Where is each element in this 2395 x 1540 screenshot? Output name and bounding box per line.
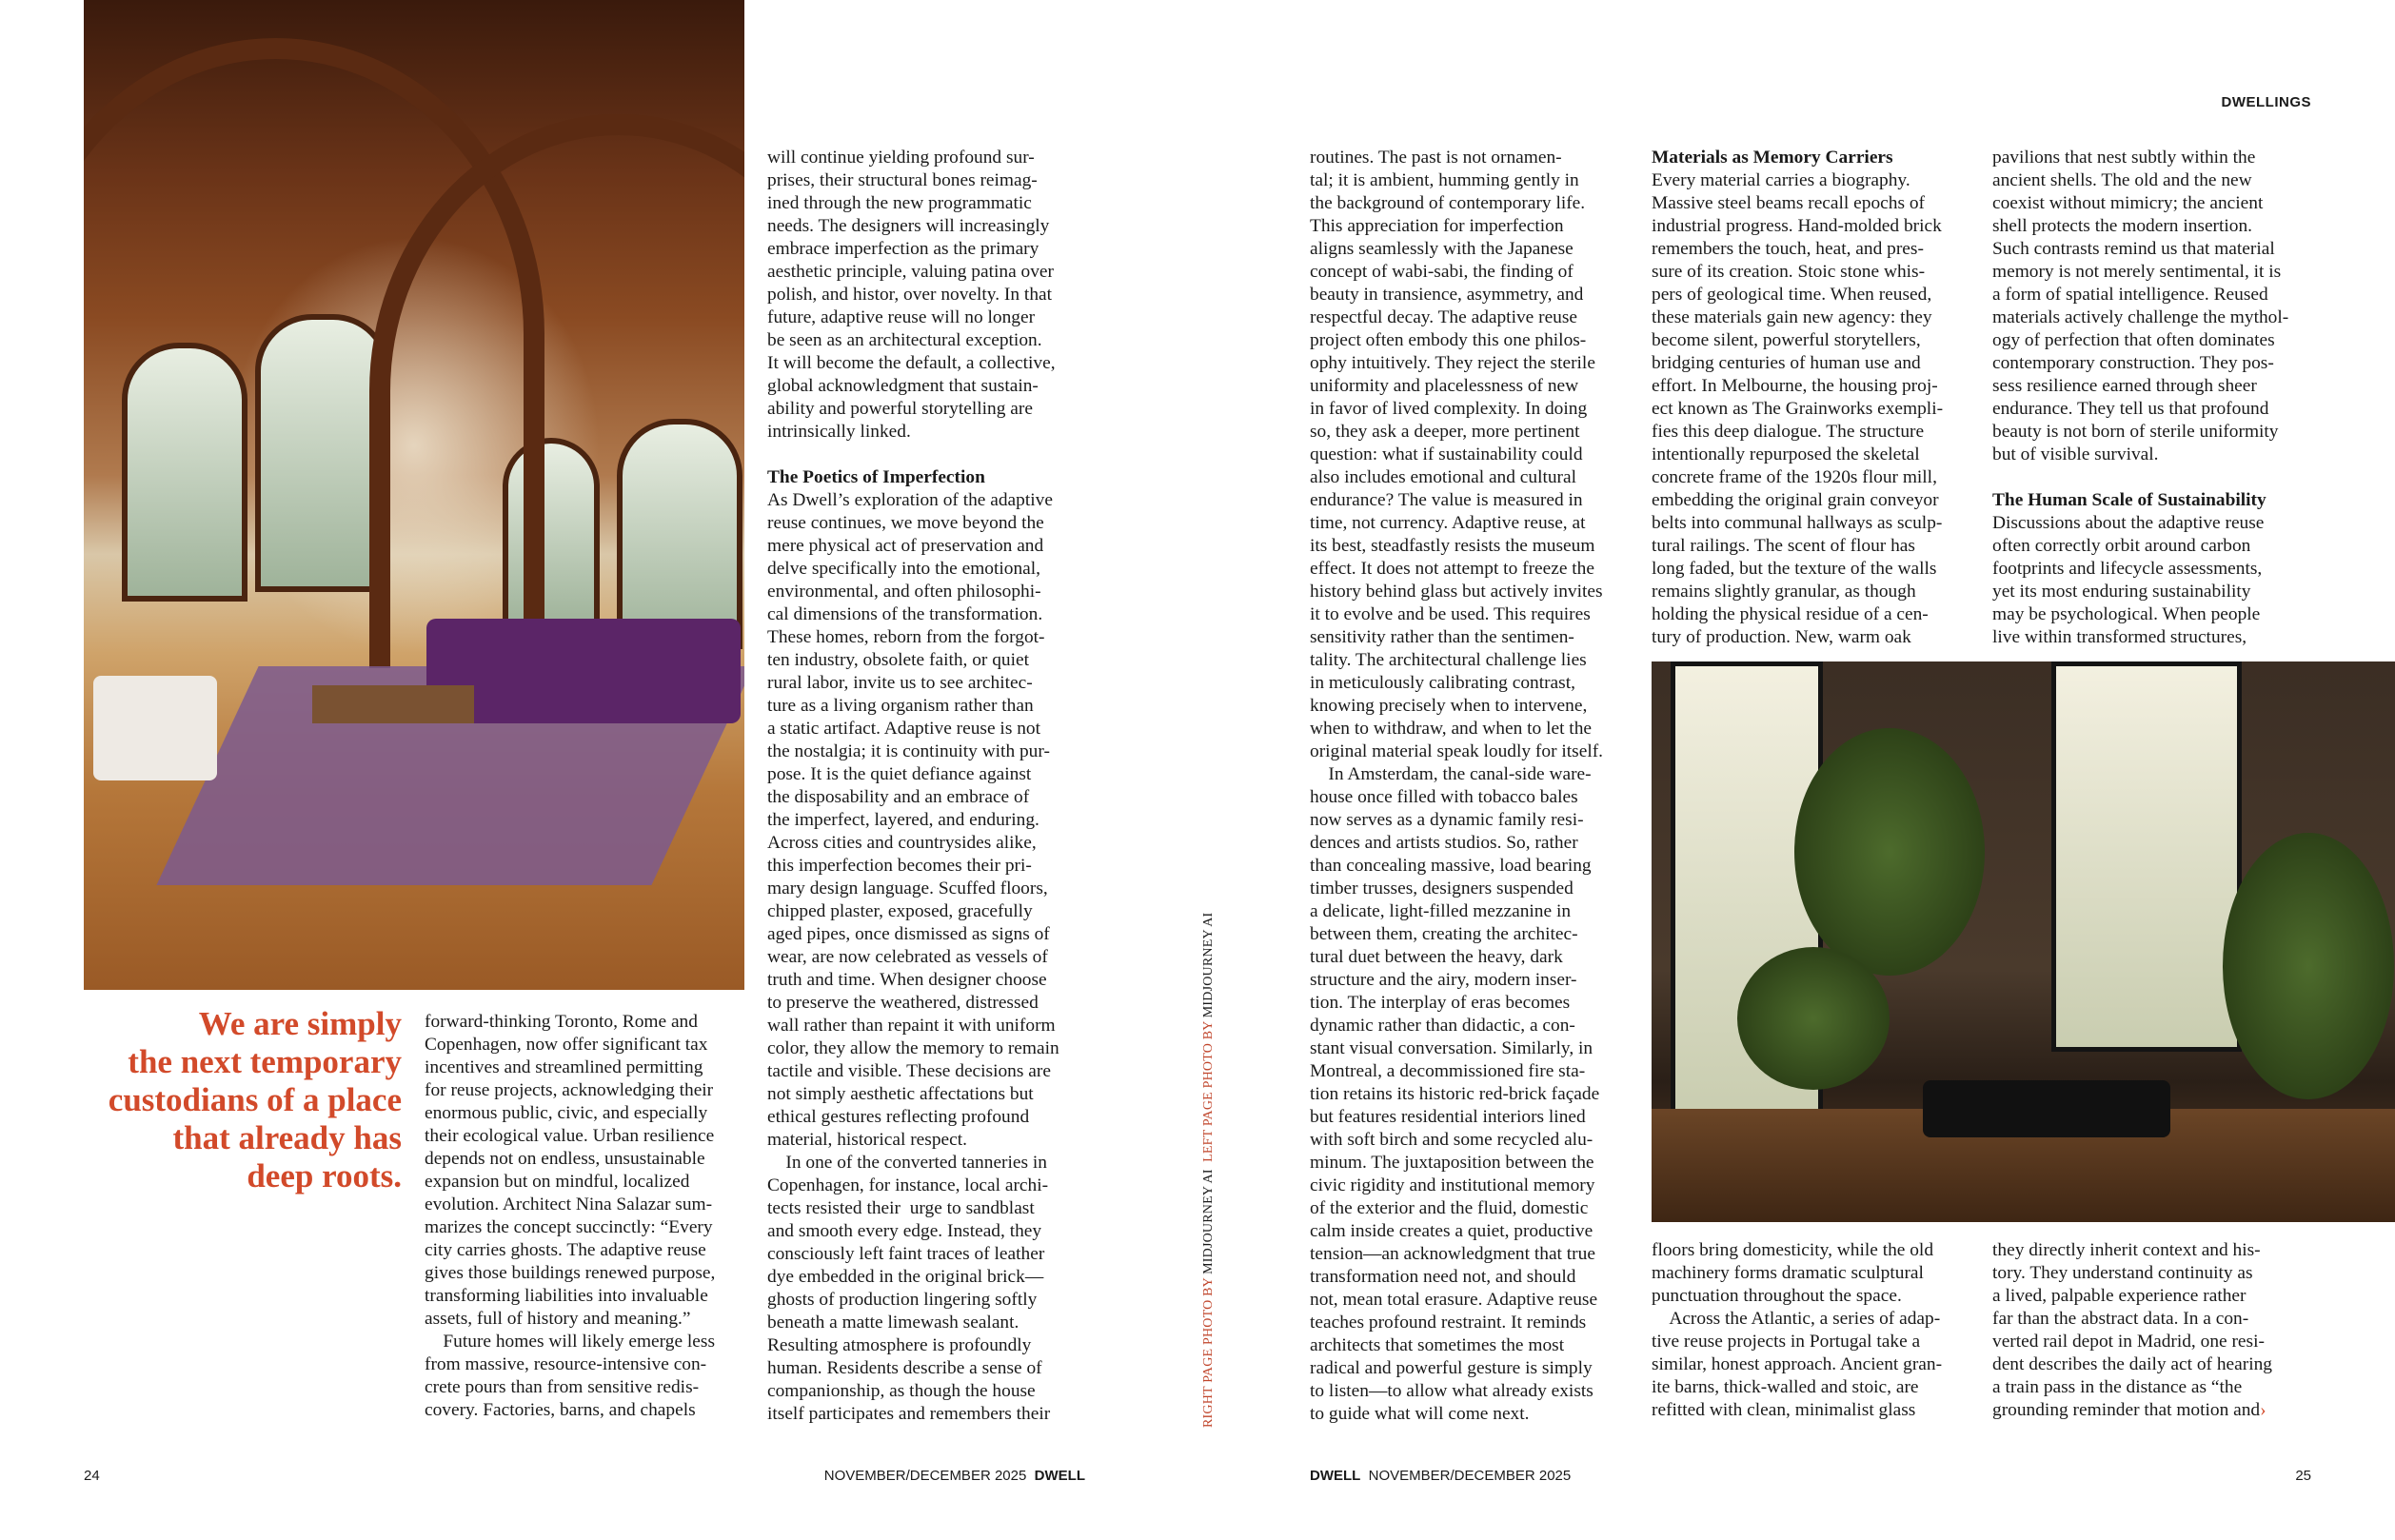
body-paragraph: pavilions that nest subtly within the ancient shells. The old and the new coexist without mimicry; the ancient shell protects the modern insertion. Such contrasts remind us that material memory is not merely sentimental, it is a form of spatial intelligence. Reused materials actively challenge the mythol- ogy of perfection that often dominates contemporary construction. They pos- sess resilience earned through sheer endurance. They tell us that profound beauty is not born of sterile uniformity but of visible survival. (1992, 148, 2289, 464)
body-paragraph: will continue yielding profound sur- prises, their structural bones reimag- ined through the new programmatic needs. The designers will increasingly embrace imperfection as the primary aesthetic principle, valuing patina over polish, and histor, over novelty. In that future, adaptive reuse will no longer be seen as an architectural exception. It will become the default, a collective, global acknowledgment that sustain- ability and powerful storytelling are intrinsically linked. (767, 148, 1056, 442)
right-magazine-name: DWELL (1310, 1468, 1361, 1484)
left-magazine-name: DWELL (1034, 1468, 1085, 1484)
body-column-right-2-top (1652, 147, 1980, 649)
body-paragraph: As Dwell’s exploration of the adaptive reuse continues, we move beyond the mere physical act of preservation and delve specifically into the emotional, environmental, and often philosophi- cal dimensions of the transformation. These homes, reborn from the forgot- ten industry, obsolete faith, or quiet rural labor, invite us to see architec- ture as a living organism rather than a static artifact. Adaptive reuse is not the nostalgia; it is continuity with pur- pose. It is the quiet defiance against the disposability and an embrace of the imperfect, layered, and enduring. Across cities and countrysides alike, this imperfection becomes their pri- mary design language. Scuffed floors, chipped plaster, exposed, gracefully aged pipes, once dismissed as signs of wear, are now celebrated as vessels of truth and time. When designer choose to preserve the weathered, distressed wall rather than repaint it with uniform color, they allow the memory to remain tactile and visible. These decisions are not simply aesthetic affectations but ethical gestures reflecting profound material, historical respect. In one of the converted tanneries in Copenhagen, for instance, local archi- tects resisted their urge to sandblast and smooth every edge. Instead, they consciously left faint traces of leather dye embedded in the original brick— ghosts of production lingering softly beneath a matte limewash sealant. Resulting atmosphere is profoundly human. Residents describe a sense of companionship, as though the house itself participates and remembers their (767, 490, 1059, 1424)
section-heading: The Human Scale of Sustainability (1992, 490, 2266, 510)
pull-quote: We are simply the next temporary custodians of a place that already has deep roots. (108, 1005, 402, 1194)
body-paragraph: forward-thinking Toronto, Rome and Copenhagen, now offer significant tax incentives and streamlined permitting for reuse projects, acknowledging their enormous public, civic, and especially their ecological value. Urban resilience depends not on endless, unsustainable expansion but on mindful, localized evolution. Architect Nina Salazar sum- marizes the concept succinctly: “Every city carries ghosts. The adaptive reuse gives those buildings renewed purpose, transforming liabilities into invaluable assets, full of history and meaning.” Future homes will likely emerge less from massive, resource-intensive con- crete pours than from sensitive redis- covery. Factories, barns, and chapels (425, 1012, 716, 1420)
body-column-left-2 (767, 147, 1096, 1426)
body-paragraph: floors bring domesticity, while the old machinery forms dramatic sculptural punctuation throughout the space. Across the Atlantic, a series of adap- tive reuse projects in Portugal take a similar, honest approach. Ancient gran- ite barns, thick-walled and stoic, are refitted with clean, minimalist glass (1652, 1240, 1943, 1420)
body-column-right-2-bottom (1652, 1239, 1980, 1422)
body-paragraph: routines. The past is not ornamen- tal; it is ambient, humming gently in the background of contemporary life. This appreciation for imperfection aligns seamlessly with the Japanese concept of wabi-sabi, the finding of beauty in transience, asymmetry, and respectful decay. The adaptive reuse project often embody this one philos- ophy intuitively. They reject the sterile uniformity and placelessness of new in favor of lived complexity. In doing so, they ask a deeper, more pertinent question: what if sustainability could also includes emotional and cultural endurance? The value is measured in time, not currency. Adaptive reuse, at its best, steadfastly resists the museum effect. It does not attempt to freeze the history behind glass but actively invites it to evolve and be used. This requires sensitivity rather than the sentimen- tality. The architectural challenge lies in meticulously calibrating contrast, knowing precisely when to intervene, when to withdraw, and when to let the original material speak loudly for itself. In Amsterdam, the canal-side ware- house once filled with tobacco bales now serves as a dynamic family resi- dences and artists studios. So, rather than concealing massive, load bearing timber trusses, designers suspended a delicate, light-filled mezzanine in between them, creating the architec- tural duet between the heavy, dark structure and the airy, modern inser- tion. The interplay of eras becomes dynamic rather than didactic, a con- stant visual conversation. Similarly, in Montreal, a decommissioned fire sta- tion retains its historic red-brick façade but features residential interiors lined with soft birch and some recycled alu- minum. The juxtaposition between the civic rigidity and institutional memory of the exterior and the fluid, domestic calm inside creates a quiet, productive tension—an acknowledgment that true transformation need not, and should not, mean total erasure. Adaptive reuse teaches profound restraint. It reminds architects that sometimes the most radical and powerful gesture is simply to listen—to allow what already exists to guide what will come next. (1310, 148, 1604, 1424)
credit-left-label: LEFT PAGE PHOTO BY (1201, 1020, 1216, 1162)
coffee-table (312, 685, 474, 723)
right-footer (1310, 1468, 1571, 1484)
credit-left-name: MIDJOURNEY AI (1201, 912, 1216, 1018)
plant (1737, 947, 1890, 1090)
left-issue-date: NOVEMBER/DECEMBER 2025 (823, 1468, 1027, 1484)
left-page-number: 24 (84, 1468, 100, 1484)
leather-ottoman (1923, 1080, 2170, 1137)
white-chair (93, 676, 217, 780)
photo-credit (1201, 913, 1217, 1428)
body-column-left-1 (425, 1011, 753, 1422)
section-label: DWELLINGS (2221, 94, 2311, 110)
credit-right-label: RIGHT PAGE PHOTO BY (1201, 1277, 1216, 1428)
section-heading: Materials as Memory Carriers (1652, 148, 1893, 168)
body-paragraph: Every material carries a biography. Massive steel beams recall epochs of industrial progress. Hand-molded brick remembers the touch, heat, and pres- sure of its creation. Stoic stone whis- pers of geological time. When reused, these materials gain new agency: they become silent, powerful storytellers, bridging centuries of human use and effort. In Melbourne, the housing proj- ect known as The Grainworks exempli- fies this deep dialogue. The structure intentionally repurposed the skeletal concrete frame of the 1920s flour mill, embedding the original grain conveyor belts into communal hallways as sculp- tural railings. The scent of flour has long faded, but the texture of the walls remains slightly granular, as though holding the physical residue of a cen- tury of production. New, warm oak (1652, 170, 1944, 647)
right-page-number: 25 (2295, 1468, 2311, 1484)
body-paragraph: Discussions about the adaptive reuse often correctly orbit around carbon footprints and lifecycle assessments, yet its most enduring sustainability may be psychological. When people live within transformed structures, (1992, 513, 2265, 647)
continue-arrow-icon: › (2260, 1400, 2266, 1420)
plant (2223, 833, 2394, 1099)
body-paragraph: they directly inherit context and his- tory. They understand continuity as a lived, palpable experience rather far than the abstract data. In a con- verted rail depot in Madrid, one resi- dent describes the daily act of hearing a train pass in the distance as “the grounding reminder that motion and (1992, 1240, 2272, 1420)
tall-window (2051, 661, 2242, 1052)
plant (1794, 728, 1985, 976)
credit-right-name: MIDJOURNEY AI (1201, 1169, 1216, 1274)
body-column-right-3-top (1992, 147, 2321, 649)
loft-plants-interior-photo (1652, 661, 2395, 1222)
left-footer (824, 1468, 1085, 1484)
church-loft-interior-photo (84, 0, 744, 990)
right-issue-date: NOVEMBER/DECEMBER 2025 (1368, 1468, 1572, 1484)
body-column-right-1 (1310, 147, 1638, 1426)
body-column-right-3-bottom (1992, 1239, 2321, 1422)
section-heading: The Poetics of Imperfection (767, 467, 985, 487)
